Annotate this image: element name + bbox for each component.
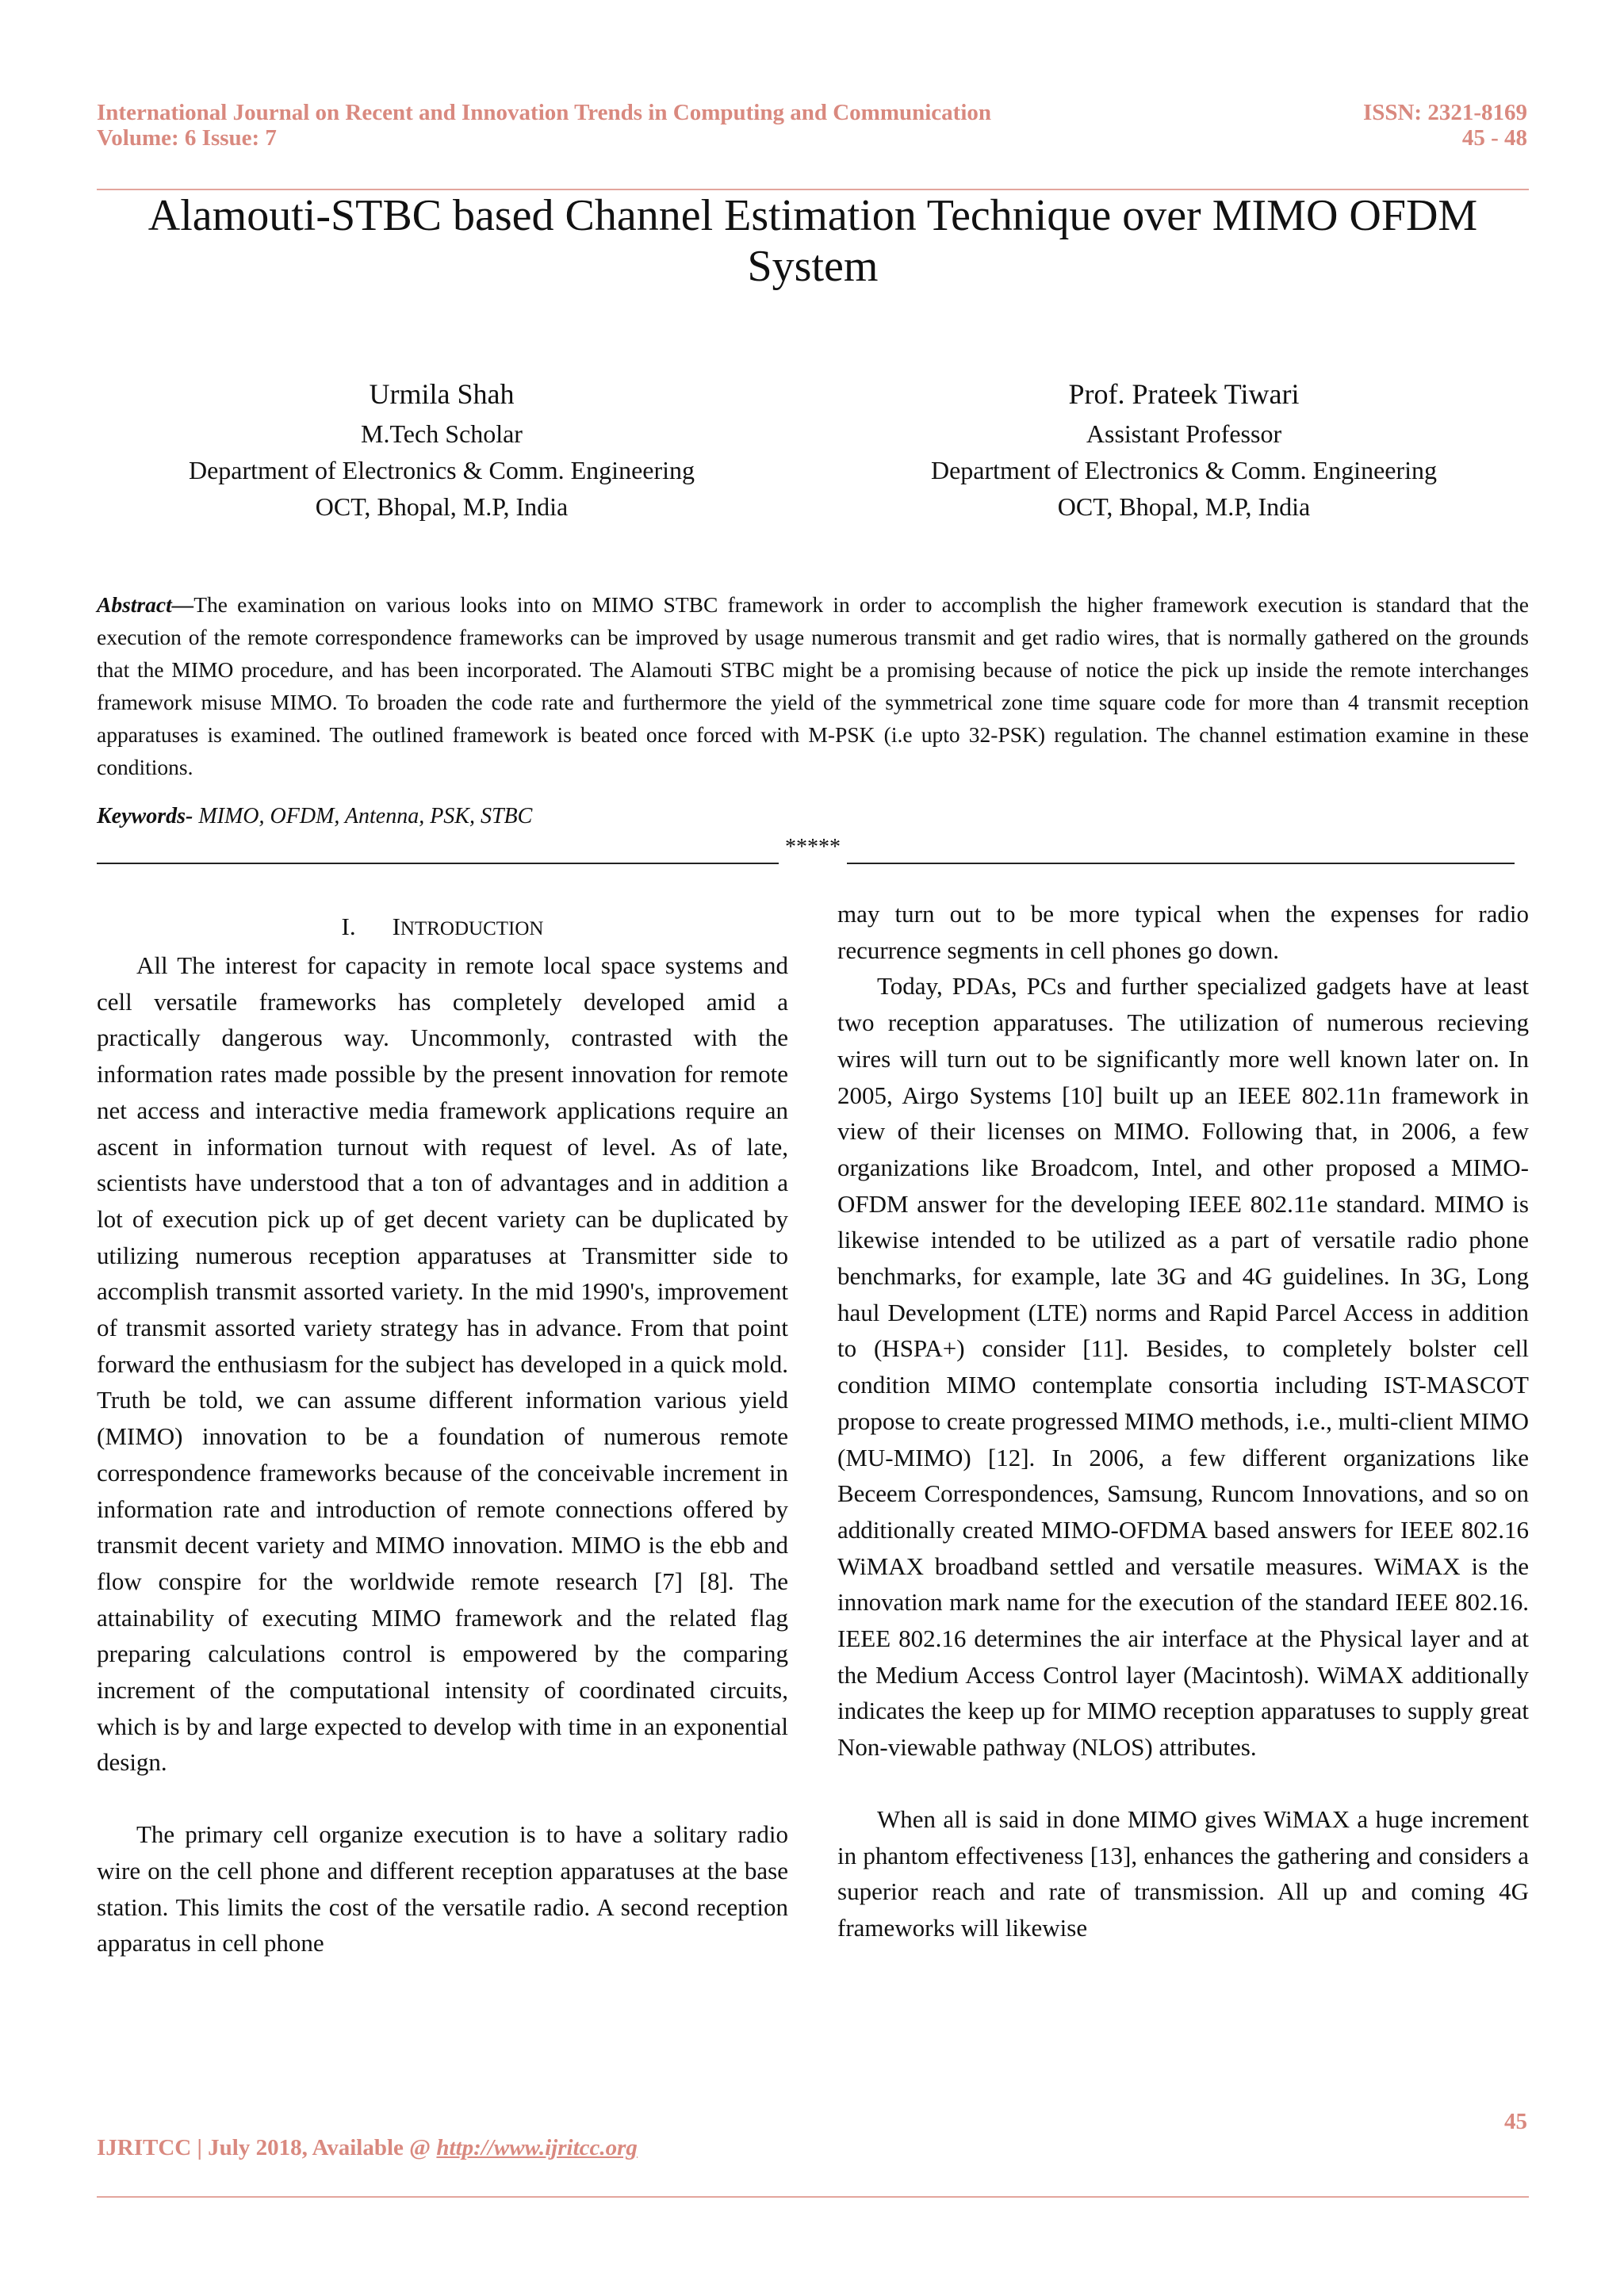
author-role: Assistant Professor <box>1086 419 1282 448</box>
journal-volume: Volume: 6 Issue: 7 <box>97 125 277 151</box>
journal-name: International Journal on Recent and Innovation Trends in Computing and Communication <box>97 100 991 125</box>
paragraph: All The interest for capacity in remote local space systems and cell versatile frameworks has completely developed amid a practically dangerous way. Uncommonly, contrasted with the information rates made possible by the present innovation for remote net access and interactive media framework applications require an ascent in information turnout with request of level. As of late, scientists have understood that a ton of advantages and in addition a lot of execution pick up of get decent variety can be duplicated by utilizing numerous reception apparatuses at Transmitter side to accomplish transmit assorted variety. In the mid 1990's, improvement of transmit assorted variety strategy has in advance. From that point forward the enthusiasm for the subject has developed in a quick mold. Truth be told, we can assume different information various yield (MIMO) innovation to be a foundation of numerous remote correspondence frameworks because of the conceivable increment in information rate and introduction of remote connections offered by transmit decent variety and MIMO innovation. MIMO is the ebb and flow conspire for the worldwide remote research [7] [8]. The attainability of executing MIMO framework and the related flag preparing calculations control is empowered by the comparing increment of the computational intensity of coordinated circuits, which is by and large expected to develop with time in an exponential design. <box>97 951 788 1777</box>
paragraph: When all is said in done MIMO gives WiMAX a huge increment in phantom effectiveness [13], enhances the gathering and considers a superior reach and rate of transmission. All up and coming 4G frameworks will likewise <box>837 1804 1529 1942</box>
abstract <box>97 588 1529 783</box>
paragraph: may turn out to be more typical when the expenses for radio recurrence segments in cell phones go down. <box>837 900 1529 964</box>
footer-rule <box>97 2196 1529 2198</box>
separator-stars: ***** <box>785 835 841 859</box>
journal-issn: ISSN: 2321-8169 <box>1362 100 1527 125</box>
body-column-left <box>97 909 788 1961</box>
author-role: M.Tech Scholar <box>361 419 523 448</box>
author-name: Urmila Shah <box>369 378 515 410</box>
author-department: Department of Electronics & Comm. Engineering <box>930 456 1438 484</box>
author-name: Prof. Prateek Tiwari <box>1068 378 1300 410</box>
keywords-label: Keywords- <box>97 804 193 828</box>
section-number: I. <box>341 913 356 940</box>
footer-link[interactable]: http://www.ijritcc.org <box>436 2135 638 2160</box>
footer <box>97 2135 638 2161</box>
keywords-text: MIMO, OFDM, Antenna, PSK, STBC <box>193 804 533 828</box>
author-affiliation: OCT, Bhopal, M.P, India <box>315 492 569 521</box>
section-title-rest: NTRODUCTION <box>400 918 544 939</box>
author-block-1 <box>97 373 787 525</box>
author-department: Department of Electronics & Comm. Engineering <box>188 456 695 484</box>
author-block-2 <box>839 373 1529 525</box>
abstract-text: The examination on various looks into on MIMO STBC framework in order to accomplish the higher framework execution is standard that the execution of the remote correspondence frameworks can be improved by usage numerous transmit and get radio wires, that is normally gathered on the grounds that the MIMO procedure, and has been incorporated. The Alamouti STBC might be a promising because of notice the pick up inside the remote interchanges framework misuse MIMO. To broaden the code rate and furthermore the yield of the symmetrical zone time square code for more than 4 transmit reception apparatuses is examined. The outlined framework is beated once forced with M-PSK (i.e upto 32-PSK) regulation. The channel estimation examine in these conditions. <box>97 592 1529 779</box>
footer-text: IJRITCC | July 2018, Available @ <box>97 2135 437 2160</box>
journal-header <box>97 100 991 151</box>
separator-rule-left <box>97 863 779 864</box>
separator-rule-right <box>847 863 1515 864</box>
page-number: 45 <box>1504 2109 1527 2134</box>
paragraph: The primary cell organize execution is to have a solitary radio wire on the cell phone and different reception apparatuses at the base station. This limits the cost of the versatile radio. A second reception apparatus in cell phone <box>97 1820 788 1957</box>
paper-title: Alamouti-STBC based Channel Estimation Technique over MIMO OFDM System <box>147 191 1478 291</box>
author-affiliation: OCT, Bhopal, M.P, India <box>1057 492 1311 521</box>
journal-issn-block <box>1363 100 1527 151</box>
body-column-right <box>837 896 1529 1946</box>
section-title-initial: I <box>392 913 400 940</box>
keywords <box>97 801 1529 832</box>
paragraph: Today, PDAs, PCs and further specialized gadgets have at least two reception apparatuses. The utilization of numerous recieving wires will turn out to be significantly more well known later on. In 2005, Airgo Systems [10] built up an IEEE 802.11n framework in view of their licenses on MIMO. Following that, in 2006, a few organizations like Broadcom, Intel, and other proposed a MIMO-OFDM answer for the developing IEEE 802.11e standard. MIMO is likewise intended to be utilized as a part of versatile radio phone benchmarks, for example, late 3G and 4G guidelines. In 3G, Long haul Development (LTE) norms and Rapid Parcel Access in addition to (HSPA+) consider [11]. Besides, to completely bolster cell condition MIMO contemplate consortia including IST-MASCOT propose to create progressed MIMO methods, i.e., multi-client MIMO (MU-MIMO) [12]. In 2006, a few different organizations like Beceem Correspondences, Samsung, Runcom Innovations, and so on additionally created MIMO-OFDMA based answers for IEEE 802.16 WiMAX broadband settled and versatile measures. WiMAX is the innovation mark name for the execution of the standard IEEE 802.16. IEEE 802.16 determines the air interface at the Physical layer and at the Medium Access Control layer (Macintosh). WiMAX additionally indicates the keep up for MIMO reception apparatuses to supply great Non-viewable pathway (NLOS) attributes. <box>837 972 1529 1762</box>
abstract-label: Abstract— <box>97 592 194 617</box>
journal-pages: 45 - 48 <box>1461 125 1527 151</box>
section-heading <box>97 909 788 947</box>
